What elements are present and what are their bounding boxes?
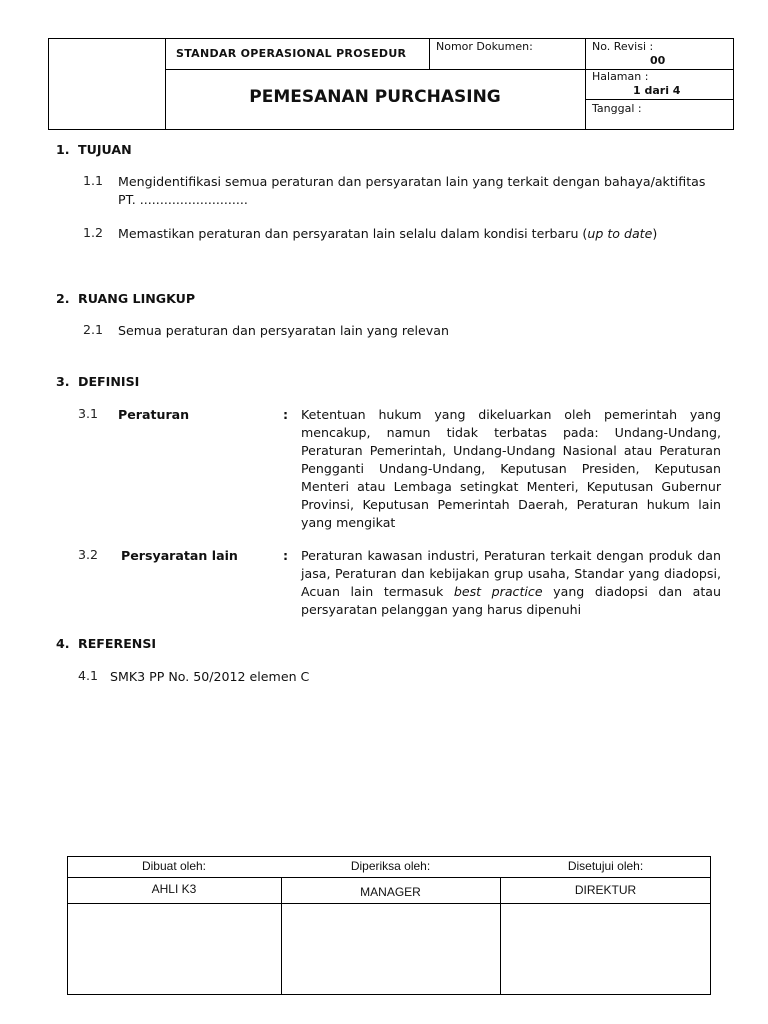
document-title: PEMESANAN PURCHASING	[249, 87, 501, 107]
definition-term: Persyaratan lain	[121, 548, 238, 563]
header-divider-revision	[585, 38, 586, 130]
section-number: 4.	[56, 636, 70, 651]
revision-value: 00	[650, 54, 666, 67]
revision-label: No. Revisi :	[592, 40, 654, 53]
item-number: 2.1	[83, 322, 104, 337]
signature-area-checked	[282, 904, 499, 994]
header-divider-title	[165, 69, 734, 70]
doc-number-label: Nomor Dokumen:	[436, 40, 533, 53]
definition-term: Peraturan	[118, 407, 190, 422]
item-number: 4.1	[78, 668, 99, 683]
signature-area-created	[68, 904, 280, 994]
signature-header-checked: Diperiksa oleh:	[350, 859, 431, 873]
item-number: 1.1	[83, 173, 104, 188]
signature-header-created: Dibuat oleh:	[141, 859, 207, 873]
definition-colon: :	[283, 548, 289, 563]
item-number: 3.2	[78, 547, 99, 562]
item-text: Semua peraturan dan persyaratan lain yang relevan	[118, 323, 449, 338]
definition-colon: :	[283, 407, 289, 422]
item-text: Mengidentifikasi semua peraturan dan persyaratan lain yang terkait dengan bahaya/aktifitas PT. ...........................	[118, 174, 706, 207]
definition-text: Peraturan kawasan industri, Peraturan terkait dengan produk dan jasa, Peraturan dan kebijakan grup usaha, Standar yang diadopsi, Acuan lain termasuk best practice yang diadopsi dan atau persyaratan pelanggan yang harus dipenuhi	[301, 548, 722, 617]
item-text: SMK3 PP No. 50/2012 elemen C	[110, 669, 310, 684]
signature-header-approved: Disetujui oleh:	[567, 859, 644, 873]
header-divider-docnum	[429, 38, 430, 69]
section-title-definisi: DEFINISI	[78, 374, 140, 389]
section-number: 2.	[56, 291, 70, 306]
item-number: 1.2	[83, 225, 104, 240]
header-divider-logo	[165, 38, 166, 130]
sop-label: STANDAR OPERASIONAL PROSEDUR	[176, 47, 407, 60]
page-label: Halaman :	[592, 70, 649, 83]
signature-header-divider	[67, 877, 711, 878]
section-title-referensi: REFERENSI	[78, 636, 157, 651]
header-divider-date	[585, 99, 734, 100]
signature-area-approved	[501, 904, 710, 994]
signature-role-ahli-k3: AHLI K3	[151, 882, 197, 896]
page-value: 1 dari 4	[633, 84, 681, 97]
signature-role-direktur: DIREKTUR	[574, 883, 637, 897]
signature-role-manager: MANAGER	[360, 885, 421, 899]
section-number: 3.	[56, 374, 70, 389]
date-label: Tanggal :	[592, 102, 642, 115]
section-title-tujuan: TUJUAN	[78, 142, 132, 157]
definition-text: Ketentuan hukum yang dikeluarkan oleh pemerintah yang mencakup, namun tidak terbatas pada: Undang-Undang, Peraturan Pemerintah, Undang-Undang Nasional atau Peraturan Pengganti Undang-Undang, Keputusan Presiden, Keputusan Menteri atau Lembaga setingkat Menteri, Keputusan Gubernur Provinsi, Keputusan Pemerintah Daerah, Peraturan hukum lain yang mengikat	[301, 407, 721, 530]
item-text: Memastikan peraturan dan persyaratan lain selalu dalam kondisi terbaru (up to date)	[118, 226, 658, 241]
section-number: 1.	[56, 142, 70, 157]
item-number: 3.1	[78, 406, 99, 421]
section-title-ruang-lingkup: RUANG LINGKUP	[78, 291, 196, 306]
